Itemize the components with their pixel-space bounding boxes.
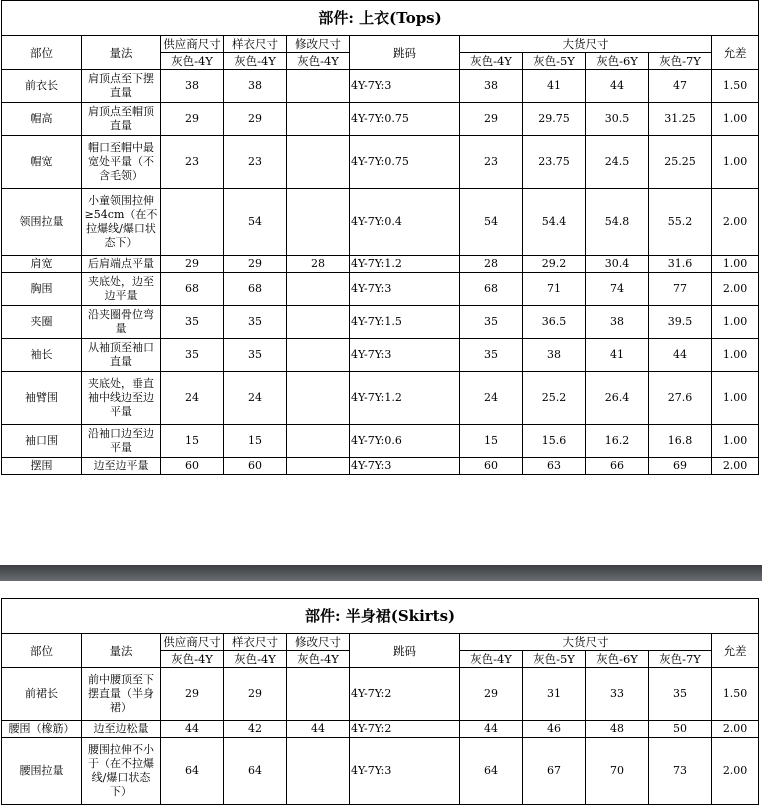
subheader-revised-size: 灰色-4Y [287, 53, 350, 70]
bulk-size-cell: 23 [460, 136, 523, 189]
bulk-size-cell: 63 [523, 458, 586, 475]
bulk-size-cell: 71 [523, 273, 586, 306]
part-cell: 帽宽 [2, 136, 82, 189]
sample-size-cell: 35 [224, 306, 287, 339]
supplier-size-cell: 29 [161, 103, 224, 136]
grading-cell: 4Y-7Y:1.2 [350, 372, 460, 425]
bulk-size-cell: 77 [649, 273, 712, 306]
supplier-size-cell: 35 [161, 339, 224, 372]
sample-size-cell: 60 [224, 458, 287, 475]
method-cell: 夹底处，边至边平量 [82, 273, 161, 306]
table-row [2, 721, 759, 738]
subheader-bulk-size: 灰色-6Y [586, 53, 649, 70]
sample-size-cell: 68 [224, 273, 287, 306]
bulk-size-cell: 28 [460, 256, 523, 273]
table-row [2, 738, 759, 805]
page-separator [0, 565, 762, 581]
part-cell: 摆围 [2, 458, 82, 475]
bulk-size-cell: 30.5 [586, 103, 649, 136]
bulk-size-cell: 38 [523, 339, 586, 372]
subheader-sample-size: 灰色-4Y [224, 651, 287, 668]
table-row [2, 256, 759, 273]
sample-size-cell: 38 [224, 70, 287, 103]
header-tolerance: 允差 [712, 36, 759, 70]
table-title: 部件: 半身裙(Skirts) [2, 599, 759, 634]
bulk-size-cell: 41 [523, 70, 586, 103]
bulk-size-cell: 35 [649, 668, 712, 721]
bulk-size-cell: 24.5 [586, 136, 649, 189]
revised-size-cell [287, 372, 350, 425]
method-cell: 肩顶点至下摆直量 [82, 70, 161, 103]
revised-size-cell: 28 [287, 256, 350, 273]
subheader-bulk-size: 灰色-5Y [523, 651, 586, 668]
bulk-size-cell: 25.2 [523, 372, 586, 425]
bulk-size-cell: 16.8 [649, 425, 712, 458]
header-bulk: 大货尺寸 [460, 36, 712, 53]
bulk-size-cell: 36.5 [523, 306, 586, 339]
subheader-bulk-size: 灰色-4Y [460, 53, 523, 70]
bulk-size-cell: 67 [523, 738, 586, 805]
method-cell: 后肩端点平量 [82, 256, 161, 273]
bulk-size-cell: 41 [586, 339, 649, 372]
supplier-size-cell: 24 [161, 372, 224, 425]
subheader-bulk-size: 灰色-4Y [460, 651, 523, 668]
header-supplier: 供应商尺寸 [161, 36, 224, 53]
bulk-size-cell: 25.25 [649, 136, 712, 189]
tolerance-cell: 1.00 [712, 136, 759, 189]
bulk-size-cell: 38 [460, 70, 523, 103]
grading-cell: 4Y-7Y:0.6 [350, 425, 460, 458]
bulk-size-cell: 60 [460, 458, 523, 475]
method-cell: 肩顶点至帽顶直量 [82, 103, 161, 136]
part-cell: 袖长 [2, 339, 82, 372]
part-cell: 肩宽 [2, 256, 82, 273]
supplier-size-cell: 15 [161, 425, 224, 458]
skirts-size-table [1, 598, 759, 805]
header-sample: 样衣尺寸 [224, 634, 287, 651]
bulk-size-cell: 26.4 [586, 372, 649, 425]
part-cell: 袖臂围 [2, 372, 82, 425]
bulk-size-cell: 64 [460, 738, 523, 805]
method-cell: 帽口至帽中最宽处平量（不含毛领） [82, 136, 161, 189]
part-cell: 帽高 [2, 103, 82, 136]
subheader-bulk-size: 灰色-5Y [523, 53, 586, 70]
method-cell: 夹底处，垂直袖中线边至边平量 [82, 372, 161, 425]
grading-cell: 4Y-7Y:0.75 [350, 136, 460, 189]
tolerance-cell: 2.00 [712, 458, 759, 475]
table-row [2, 339, 759, 372]
header-supplier: 供应商尺寸 [161, 634, 224, 651]
header-method: 量法 [82, 634, 161, 668]
revised-size-cell [287, 70, 350, 103]
supplier-size-cell: 68 [161, 273, 224, 306]
bulk-size-cell: 30.4 [586, 256, 649, 273]
title-row [2, 1, 759, 36]
method-cell: 腰围拉伸不小于（在不拉爆线/爆口状态下） [82, 738, 161, 805]
tolerance-cell: 1.00 [712, 339, 759, 372]
table-row [2, 425, 759, 458]
bulk-size-cell: 54.8 [586, 189, 649, 256]
supplier-size-cell: 44 [161, 721, 224, 738]
bulk-size-cell: 54 [460, 189, 523, 256]
tolerance-cell: 1.00 [712, 103, 759, 136]
bulk-size-cell: 48 [586, 721, 649, 738]
sample-size-cell: 42 [224, 721, 287, 738]
subheader-revised-size: 灰色-4Y [287, 651, 350, 668]
part-cell: 腰围拉量 [2, 738, 82, 805]
sample-size-cell: 29 [224, 668, 287, 721]
header-grading: 跳码 [350, 36, 460, 70]
supplier-size-cell: 29 [161, 668, 224, 721]
tolerance-cell: 2.00 [712, 189, 759, 256]
table-row [2, 372, 759, 425]
part-cell: 前衣长 [2, 70, 82, 103]
header-grading: 跳码 [350, 634, 460, 668]
bulk-size-cell: 55.2 [649, 189, 712, 256]
bulk-size-cell: 73 [649, 738, 712, 805]
supplier-size-cell: 35 [161, 306, 224, 339]
sample-size-cell: 35 [224, 339, 287, 372]
revised-size-cell [287, 103, 350, 136]
bulk-size-cell: 70 [586, 738, 649, 805]
bulk-size-cell: 38 [586, 306, 649, 339]
grading-cell: 4Y-7Y:3 [350, 339, 460, 372]
bulk-size-cell: 46 [523, 721, 586, 738]
grading-cell: 4Y-7Y:2 [350, 668, 460, 721]
supplier-size-cell: 23 [161, 136, 224, 189]
supplier-size-cell: 29 [161, 256, 224, 273]
header-part: 部位 [2, 36, 82, 70]
method-cell: 边至边平量 [82, 458, 161, 475]
tolerance-cell: 1.00 [712, 306, 759, 339]
table-title: 部件: 上衣(Tops) [2, 1, 759, 36]
tolerance-cell: 1.50 [712, 70, 759, 103]
header-row [2, 36, 759, 53]
bulk-size-cell: 23.75 [523, 136, 586, 189]
header-revised: 修改尺寸 [287, 634, 350, 651]
revised-size-cell [287, 425, 350, 458]
subheader-bulk-size: 灰色-7Y [649, 651, 712, 668]
part-cell: 袖口围 [2, 425, 82, 458]
sample-size-cell: 64 [224, 738, 287, 805]
bulk-size-cell: 29 [460, 103, 523, 136]
tolerance-cell: 2.00 [712, 273, 759, 306]
header-part: 部位 [2, 634, 82, 668]
revised-size-cell [287, 668, 350, 721]
header-revised: 修改尺寸 [287, 36, 350, 53]
method-cell: 小童领围拉伸≥54cm（在不拉爆线/爆口状态下） [82, 189, 161, 256]
revised-size-cell [287, 306, 350, 339]
grading-cell: 4Y-7Y:1.2 [350, 256, 460, 273]
bulk-size-cell: 69 [649, 458, 712, 475]
bulk-size-cell: 31.6 [649, 256, 712, 273]
bulk-size-cell: 39.5 [649, 306, 712, 339]
subheader-supplier-size: 灰色-4Y [161, 53, 224, 70]
supplier-size-cell: 60 [161, 458, 224, 475]
bulk-size-cell: 16.2 [586, 425, 649, 458]
bulk-size-cell: 35 [460, 339, 523, 372]
revised-size-cell: 44 [287, 721, 350, 738]
sample-size-cell: 54 [224, 189, 287, 256]
subheader-sample-size: 灰色-4Y [224, 53, 287, 70]
table-row [2, 136, 759, 189]
bulk-size-cell: 15.6 [523, 425, 586, 458]
revised-size-cell [287, 738, 350, 805]
grading-cell: 4Y-7Y:1.5 [350, 306, 460, 339]
table-row [2, 70, 759, 103]
title-row [2, 599, 759, 634]
method-cell: 沿袖口边至边平量 [82, 425, 161, 458]
table-row [2, 668, 759, 721]
revised-size-cell [287, 339, 350, 372]
header-bulk: 大货尺寸 [460, 634, 712, 651]
bulk-size-cell: 27.6 [649, 372, 712, 425]
grading-cell: 4Y-7Y:0.4 [350, 189, 460, 256]
bulk-size-cell: 44 [460, 721, 523, 738]
part-cell: 前裙长 [2, 668, 82, 721]
method-cell: 从袖顶至袖口直量 [82, 339, 161, 372]
tolerance-cell: 1.00 [712, 372, 759, 425]
bulk-size-cell: 66 [586, 458, 649, 475]
part-cell: 领围拉量 [2, 189, 82, 256]
bulk-size-cell: 44 [586, 70, 649, 103]
table-row [2, 189, 759, 256]
revised-size-cell [287, 458, 350, 475]
table-row [2, 458, 759, 475]
subheader-bulk-size: 灰色-6Y [586, 651, 649, 668]
method-cell: 边至边松量 [82, 721, 161, 738]
part-cell: 腰围（橡筋） [2, 721, 82, 738]
tolerance-cell: 2.00 [712, 721, 759, 738]
method-cell: 前中腰顶至下摆直量（半身裙） [82, 668, 161, 721]
bulk-size-cell: 47 [649, 70, 712, 103]
bulk-size-cell: 35 [460, 306, 523, 339]
header-sample: 样衣尺寸 [224, 36, 287, 53]
bulk-size-cell: 33 [586, 668, 649, 721]
header-row [2, 634, 759, 651]
grading-cell: 4Y-7Y:3 [350, 458, 460, 475]
supplier-size-cell: 64 [161, 738, 224, 805]
sample-size-cell: 29 [224, 103, 287, 136]
bulk-size-cell: 74 [586, 273, 649, 306]
bulk-size-cell: 29.2 [523, 256, 586, 273]
header-method: 量法 [82, 36, 161, 70]
bulk-size-cell: 68 [460, 273, 523, 306]
grading-cell: 4Y-7Y:3 [350, 738, 460, 805]
sample-size-cell: 24 [224, 372, 287, 425]
supplier-size-cell [161, 189, 224, 256]
sample-size-cell: 15 [224, 425, 287, 458]
grading-cell: 4Y-7Y:2 [350, 721, 460, 738]
tolerance-cell: 2.00 [712, 738, 759, 805]
bulk-size-cell: 50 [649, 721, 712, 738]
header-tolerance: 允差 [712, 634, 759, 668]
tolerance-cell: 1.50 [712, 668, 759, 721]
revised-size-cell [287, 136, 350, 189]
revised-size-cell [287, 189, 350, 256]
part-cell: 胸围 [2, 273, 82, 306]
method-cell: 沿夹圈骨位弯量 [82, 306, 161, 339]
bulk-size-cell: 31.25 [649, 103, 712, 136]
tolerance-cell: 1.00 [712, 256, 759, 273]
subheader-supplier-size: 灰色-4Y [161, 651, 224, 668]
bulk-size-cell: 24 [460, 372, 523, 425]
grading-cell: 4Y-7Y:0.75 [350, 103, 460, 136]
skirts-spec-sheet [0, 598, 762, 805]
bulk-size-cell: 15 [460, 425, 523, 458]
bulk-size-cell: 29.75 [523, 103, 586, 136]
tolerance-cell: 1.00 [712, 425, 759, 458]
bulk-size-cell: 54.4 [523, 189, 586, 256]
tops-size-table [1, 0, 759, 475]
sample-size-cell: 29 [224, 256, 287, 273]
table-row [2, 273, 759, 306]
table-row [2, 306, 759, 339]
bulk-size-cell: 29 [460, 668, 523, 721]
part-cell: 夹圈 [2, 306, 82, 339]
bulk-size-cell: 31 [523, 668, 586, 721]
revised-size-cell [287, 273, 350, 306]
supplier-size-cell: 38 [161, 70, 224, 103]
bulk-size-cell: 44 [649, 339, 712, 372]
grading-cell: 4Y-7Y:3 [350, 70, 460, 103]
grading-cell: 4Y-7Y:3 [350, 273, 460, 306]
table-row [2, 103, 759, 136]
sample-size-cell: 23 [224, 136, 287, 189]
subheader-bulk-size: 灰色-7Y [649, 53, 712, 70]
